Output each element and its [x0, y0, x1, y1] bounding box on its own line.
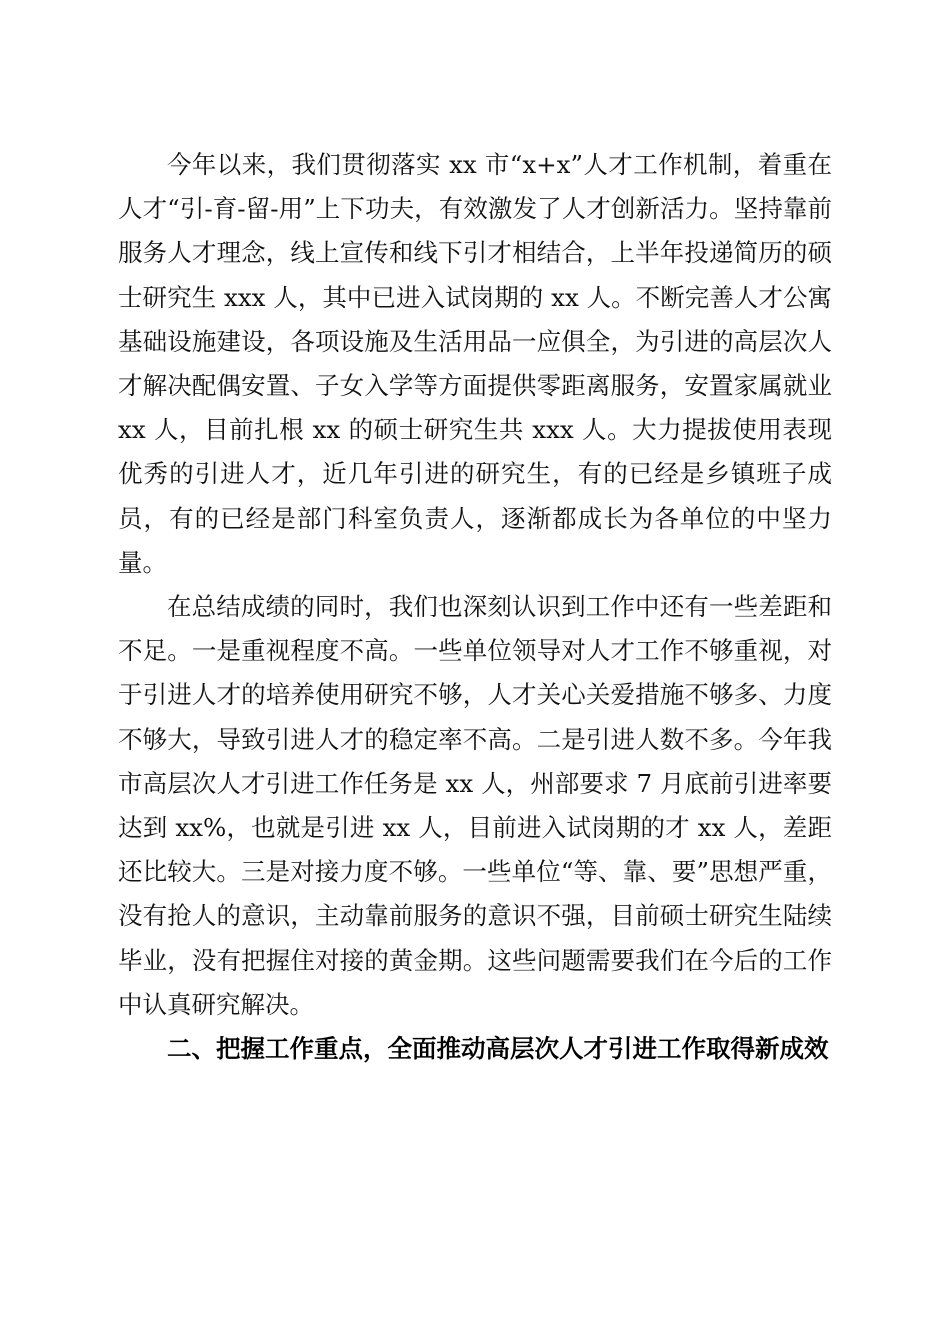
- document-body: [118, 143, 832, 1071]
- paragraph-achievements: 今年以来，我们贯彻落实 xx 市“x+x”人才工作机制，着重在人才“引-育-留-用”上下功夫，有效激发了人才创新活力。坚持靠前服务人才理念，线上宣传和线下引才相结合，上半年投递简历的硕士研究生 xxx 人，其中已进入试岗期的 xx 人。不断完善人才公寓基础设施建设，各项设施及生活用品一应俱全，为引进的高层次人才解决配偶安置、子女入学等方面提供零距离服务，安置家属就业 xx 人，目前扎根 xx 的硕士研究生共 xxx 人。大力提拔使用表现优秀的引进人才，近几年引进的研究生，有的已经是乡镇班子成员，有的已经是部门科室负责人，逐渐都成长为各单位的中坚力量。: [118, 150, 832, 577]
- paragraph-shortcomings: 在总结成绩的同时，我们也深刻认识到工作中还有一些差距和不足。一是重视程度不高。一些单位领导对人才工作不够重视，对于引进人才的培养使用研究不够，人才关心关爱措施不够多、力度不够大，导致引进人才的稳定率不高。二是引进人数不多。今年我市高层次人才引进工作任务是 xx 人，州部要求 7 月底前引进率要达到 xx%，也就是引进 xx 人，目前进入试岗期的才 xx 人，差距还比较大。三是对接力度不够。一些单位“等、靠、要”思想严重，没有抢人的意识，主动靠前服务的意识不强，目前硕士研究生陆续毕业，没有把握住对接的黄金期。这些问题需要我们在今后的工作中认真研究解决。: [118, 592, 832, 1019]
- section-heading: 二、把握工作重点，全面推动高层次人才引进工作取得新成效: [167, 1034, 829, 1064]
